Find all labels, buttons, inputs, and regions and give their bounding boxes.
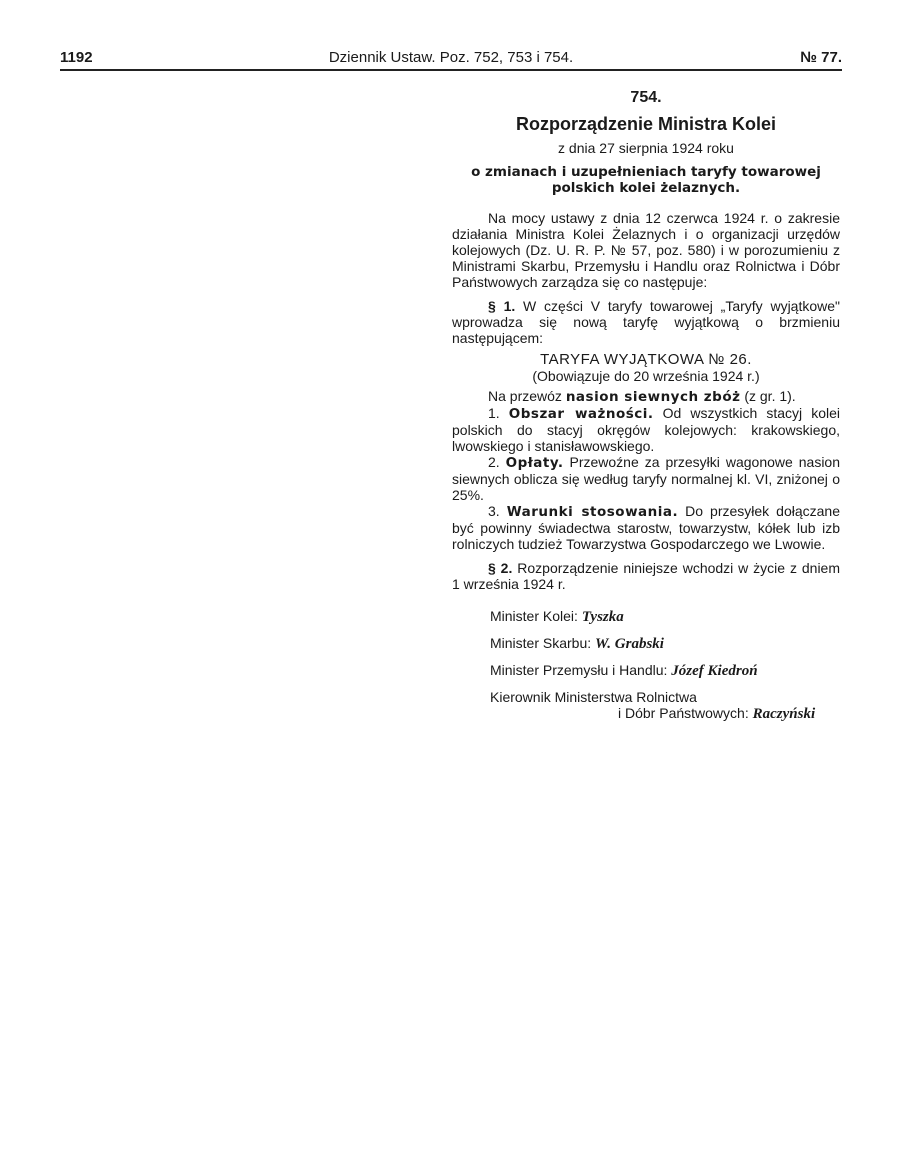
header-rule bbox=[60, 69, 842, 71]
section-2-marker: § 2. bbox=[488, 560, 513, 576]
act-title: Rozporządzenie Ministra Kolei bbox=[515, 114, 777, 134]
tariff-item-1-heading: Obszar ważności. bbox=[508, 406, 654, 422]
section-1-marker: § 1. bbox=[488, 298, 516, 314]
tariff-title: TARYFA WYJĄTKOWA № 26. bbox=[540, 351, 752, 368]
signature-role: Minister Skarbu: bbox=[490, 635, 592, 651]
tariff-intro-a: Na przewóz bbox=[488, 388, 562, 404]
signature-role: Minister Kolei: bbox=[490, 608, 578, 624]
section-2-text: Rozporządzenie niniejsze wchodzi w życie z dniem 1 września 1924 r. bbox=[452, 560, 841, 592]
section-2 bbox=[452, 560, 840, 592]
act-subject: o zmianach i uzupełnieniach taryfy towarowej polskich kolei żelaznych. bbox=[471, 164, 821, 196]
signature-role-line-2-wrap bbox=[618, 705, 840, 722]
tariff-item-3-number: 3. bbox=[488, 503, 500, 519]
tariff-item-1-number: 1. bbox=[488, 405, 500, 421]
signature-role: Minister Przemysłu i Handlu: bbox=[490, 662, 668, 678]
preamble: Na mocy ustawy z dnia 12 czerwca 1924 r. o zakresie działania Ministra Kolei Żelaznych i o organizacji urzędów kolejowych (Dz. U. R. P. № 57, poz. 580) i w porozumieniu z Ministrami Skarbu, Przemysłu i Handlu oraz Rolnictwa i Dóbr Państwowych zarządza się co następuje: bbox=[452, 210, 840, 290]
signature-minister-przemyslu bbox=[490, 662, 840, 679]
act-date: z dnia 27 sierpnia 1924 roku bbox=[558, 140, 734, 156]
tariff-item-2-text: Przewoźne za przesyłki wagonowe nasion siewnych oblicza się według taryfy normalnej kl. VI, zniżonej o 25%. bbox=[452, 454, 840, 503]
tariff-item-2-heading: Opłaty. bbox=[505, 455, 564, 471]
tariff-intro-c: (z gr. 1). bbox=[744, 388, 796, 404]
signature-minister-skarbu bbox=[490, 635, 840, 652]
tariff-item-3-heading: Warunki stosowania. bbox=[506, 504, 679, 520]
signature-name: Józef Kiedroń bbox=[671, 663, 758, 679]
signature-name: Raczyński bbox=[752, 706, 816, 722]
tariff-item-2-number: 2. bbox=[488, 454, 500, 470]
tariff-intro-b: nasion siewnych zbóż bbox=[565, 389, 741, 405]
tariff-item-2 bbox=[452, 454, 840, 503]
tariff-item-1-text: Od wszystkich stacyj kolei polskich do stacyj okręgów kolejowych: krakowskiego, lwowskiego i stanisławowskiego. bbox=[452, 405, 841, 454]
tariff-item-3 bbox=[452, 503, 840, 552]
page-number: 1192 bbox=[60, 49, 93, 66]
act-column bbox=[452, 90, 840, 722]
signature-minister-kolei bbox=[490, 608, 840, 625]
section-1 bbox=[452, 298, 840, 346]
signature-role-line-2: i Dóbr Państwowych: bbox=[618, 705, 749, 721]
section-1-text: W części V taryfy towarowej „Taryfy wyjątkowe" wprowadza się nową taryfę wyjątkową o brzmieniu następującem: bbox=[452, 298, 841, 346]
signature-name: Tyszka bbox=[581, 609, 624, 625]
issue-number: № 77. bbox=[800, 49, 842, 66]
tariff-validity: (Obowiązuje do 20 września 1924 r.) bbox=[532, 368, 760, 384]
act-number: 754. bbox=[630, 89, 662, 106]
tariff-intro bbox=[452, 388, 840, 405]
journal-title: Dziennik Ustaw. Poz. 752, 753 i 754. bbox=[328, 49, 574, 66]
signature-role-line-1: Kierownik Ministerstwa Rolnictwa bbox=[490, 689, 697, 705]
running-header bbox=[60, 48, 842, 68]
tariff-item-1 bbox=[452, 405, 840, 454]
signature-kierownik-rolnictwa bbox=[490, 689, 840, 722]
tariff-item-3-text: Do przesyłek dołączane być powinny świadectwa starostw, towarzystw, kółek lub izb rolniczych tudzież Towarzystwa Gospodarczego we Lwowie. bbox=[452, 503, 840, 552]
signature-name: W. Grabski bbox=[595, 636, 664, 652]
